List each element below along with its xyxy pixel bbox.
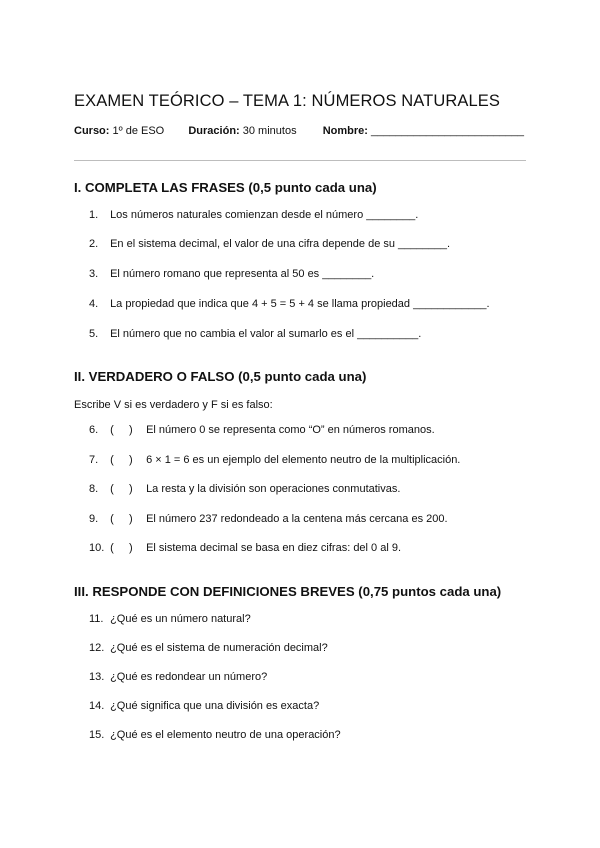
exam-meta — [74, 125, 524, 137]
course-label: Curso: — [74, 125, 110, 137]
item-text: El número que no cambia el valor al sumarlo es el __________. — [110, 328, 422, 340]
item-number: 4. — [89, 298, 99, 310]
item-number: 10. — [89, 542, 105, 554]
name-line: _________________________ — [371, 125, 524, 137]
name-label: Nombre: — [322, 125, 368, 137]
list-item — [89, 513, 448, 525]
item-number: 8. — [89, 483, 99, 495]
list-item — [89, 238, 450, 250]
item-text: ¿Qué significa que una división es exacta? — [110, 700, 320, 712]
list-item — [89, 454, 460, 466]
list-item — [89, 424, 435, 436]
answer-parentheses: ( ) — [110, 454, 133, 466]
item-text: ¿Qué es el sistema de numeración decimal? — [110, 642, 328, 654]
item-text: Los números naturales comienzan desde el número ________. — [110, 209, 419, 221]
item-text: En el sistema decimal, el valor de una cifra depende de su ________. — [110, 238, 451, 250]
item-text: El número 237 redondeado a la centena más cercana es 200. — [146, 513, 448, 525]
item-text: ¿Qué es el elemento neutro de una operación? — [110, 729, 341, 741]
list-item — [89, 642, 328, 654]
section2-title: II. VERDADERO O FALSO (0,5 punto cada una) — [74, 369, 367, 384]
item-number: 12. — [89, 642, 105, 654]
item-text: El número 0 se representa como “O” en números romanos. — [146, 424, 435, 436]
list-item — [89, 700, 319, 712]
section2-instruction: Escribe V si es verdadero y F si es falso: — [74, 399, 273, 411]
item-number: 1. — [89, 209, 99, 221]
section3-title: III. RESPONDE CON DEFINICIONES BREVES (0,75 puntos cada una) — [74, 584, 502, 599]
item-number: 3. — [89, 268, 99, 280]
exam-title: EXAMEN TEÓRICO – TEMA 1: NÚMEROS NATURALES — [74, 92, 500, 110]
divider — [74, 160, 526, 161]
item-number: 11. — [89, 613, 104, 625]
item-text: 6 × 1 = 6 es un ejemplo del elemento neutro de la multiplicación. — [146, 454, 461, 466]
item-number: 14. — [89, 700, 105, 712]
item-text: El número romano que representa al 50 es ________. — [110, 268, 375, 280]
answer-parentheses: ( ) — [110, 483, 133, 495]
item-number: 13. — [89, 671, 105, 683]
item-number: 2. — [89, 238, 99, 250]
item-number: 5. — [89, 328, 99, 340]
list-item — [89, 298, 490, 310]
course-value: 1º de ESO — [112, 125, 165, 137]
item-text: La resta y la división son operaciones conmutativas. — [146, 483, 401, 495]
item-number: 6. — [89, 424, 99, 436]
list-item — [89, 328, 421, 340]
list-item — [89, 542, 401, 554]
list-item — [89, 268, 374, 280]
list-item — [89, 483, 400, 495]
duration-value: 30 minutos — [242, 125, 297, 137]
item-text: ¿Qué es un número natural? — [110, 613, 251, 625]
list-item — [89, 729, 341, 741]
item-number: 9. — [89, 513, 99, 525]
list-item — [89, 613, 251, 625]
answer-parentheses: ( ) — [110, 542, 133, 554]
item-number: 15. — [89, 729, 105, 741]
item-text: El sistema decimal se basa en diez cifras: del 0 al 9. — [146, 542, 402, 554]
item-number: 7. — [89, 454, 99, 466]
item-text: La propiedad que indica que 4 + 5 = 5 + 4 se llama propiedad ____________. — [110, 298, 490, 310]
item-text: ¿Qué es redondear un número? — [110, 671, 268, 683]
list-item — [89, 209, 418, 221]
answer-parentheses: ( ) — [110, 513, 133, 525]
list-item — [89, 671, 267, 683]
section1-title: I. COMPLETA LAS FRASES (0,5 punto cada una) — [74, 180, 377, 195]
answer-parentheses: ( ) — [110, 424, 133, 436]
duration-label: Duración: — [188, 125, 240, 137]
